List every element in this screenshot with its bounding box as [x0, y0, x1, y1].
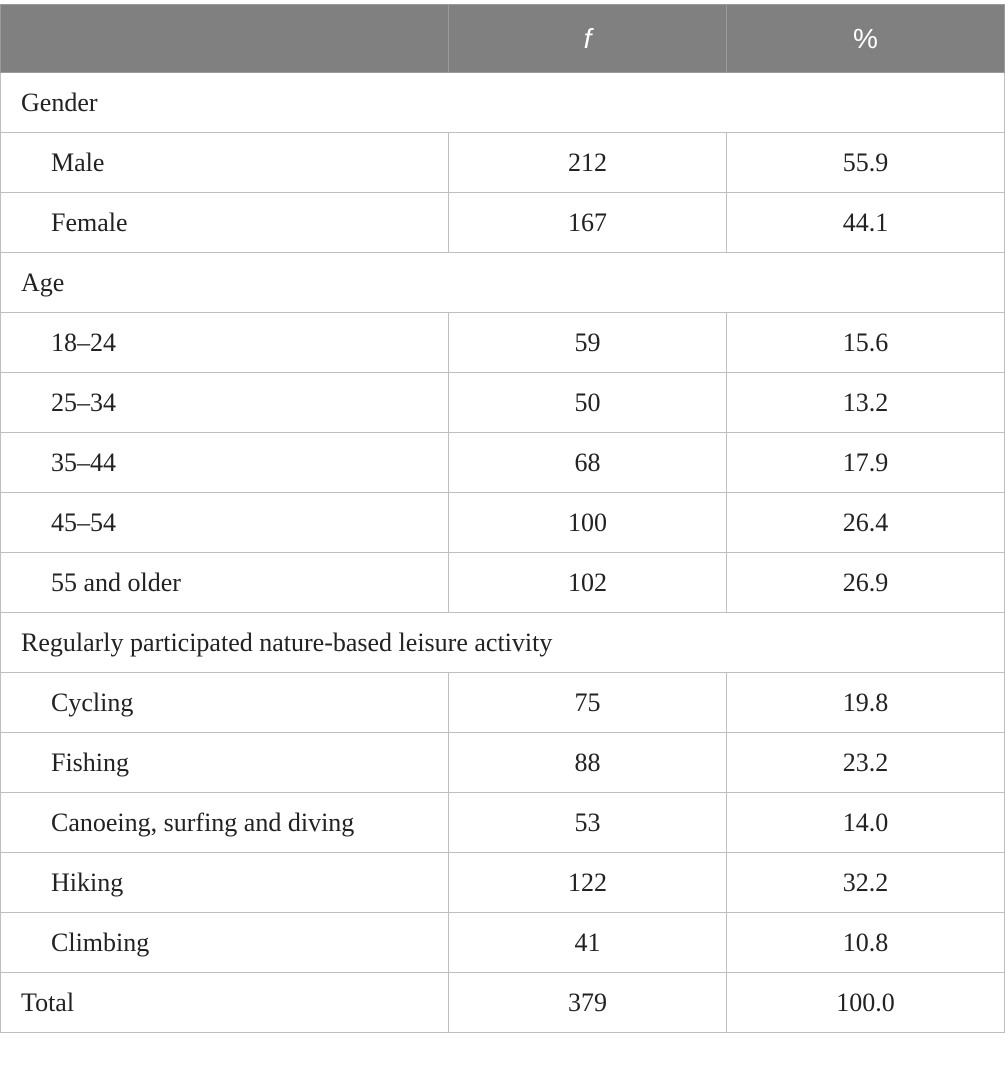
row-frequency: 41 — [449, 913, 727, 973]
row-frequency: 167 — [449, 193, 727, 253]
row-percent: 44.1 — [727, 193, 1005, 253]
table-row — [1, 733, 1005, 793]
demographics-table — [0, 4, 1005, 1033]
row-percent: 55.9 — [727, 133, 1005, 193]
section-row-age — [1, 253, 1005, 313]
table-row — [1, 793, 1005, 853]
row-frequency: 102 — [449, 553, 727, 613]
row-label: Fishing — [1, 733, 449, 793]
table-row — [1, 433, 1005, 493]
table-row — [1, 133, 1005, 193]
row-percent: 17.9 — [727, 433, 1005, 493]
row-frequency: 88 — [449, 733, 727, 793]
row-label: 18–24 — [1, 313, 449, 373]
section-row-activity — [1, 613, 1005, 673]
row-percent: 26.4 — [727, 493, 1005, 553]
section-title: Gender — [1, 73, 1005, 133]
table-row — [1, 913, 1005, 973]
table-row — [1, 673, 1005, 733]
row-label: 25–34 — [1, 373, 449, 433]
total-label: Total — [1, 973, 449, 1033]
header-label — [1, 5, 449, 73]
header-percent: % — [727, 5, 1005, 73]
row-percent: 15.6 — [727, 313, 1005, 373]
row-label: Climbing — [1, 913, 449, 973]
row-frequency: 59 — [449, 313, 727, 373]
row-percent: 14.0 — [727, 793, 1005, 853]
header-row — [1, 5, 1005, 73]
section-row-gender — [1, 73, 1005, 133]
section-title: Regularly participated nature-based leisure activity — [1, 613, 1005, 673]
table-row — [1, 373, 1005, 433]
row-frequency: 50 — [449, 373, 727, 433]
total-frequency: 379 — [449, 973, 727, 1033]
row-frequency: 100 — [449, 493, 727, 553]
row-percent: 19.8 — [727, 673, 1005, 733]
row-frequency: 68 — [449, 433, 727, 493]
row-frequency: 212 — [449, 133, 727, 193]
table-row — [1, 493, 1005, 553]
row-percent: 13.2 — [727, 373, 1005, 433]
row-frequency: 122 — [449, 853, 727, 913]
row-percent: 10.8 — [727, 913, 1005, 973]
row-label: 55 and older — [1, 553, 449, 613]
row-percent: 26.9 — [727, 553, 1005, 613]
header-frequency: f — [449, 5, 727, 73]
table-row — [1, 313, 1005, 373]
section-title: Age — [1, 253, 1005, 313]
row-label: 45–54 — [1, 493, 449, 553]
total-row — [1, 973, 1005, 1033]
row-percent: 32.2 — [727, 853, 1005, 913]
table-row — [1, 853, 1005, 913]
table-row — [1, 193, 1005, 253]
row-label: Canoeing, surfing and diving — [1, 793, 449, 853]
row-label: Female — [1, 193, 449, 253]
row-label: 35–44 — [1, 433, 449, 493]
row-percent: 23.2 — [727, 733, 1005, 793]
row-label: Hiking — [1, 853, 449, 913]
row-frequency: 75 — [449, 673, 727, 733]
total-percent: 100.0 — [727, 973, 1005, 1033]
row-label: Male — [1, 133, 449, 193]
row-frequency: 53 — [449, 793, 727, 853]
table-row — [1, 553, 1005, 613]
row-label: Cycling — [1, 673, 449, 733]
